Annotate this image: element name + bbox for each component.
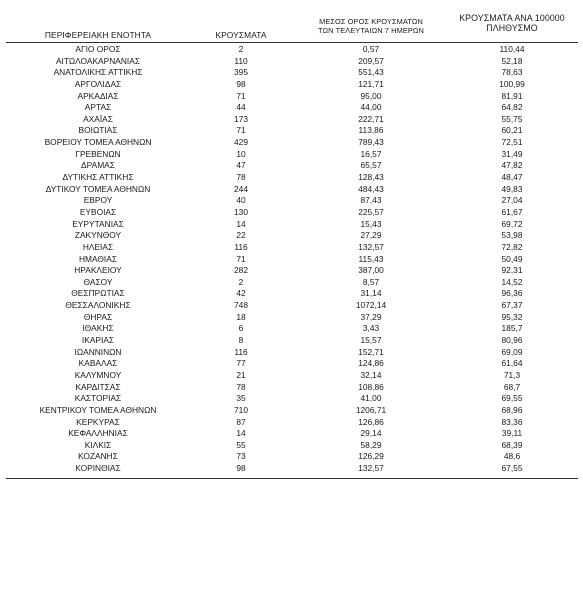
table-row	[6, 335, 578, 347]
cases-cell: 14	[236, 218, 246, 229]
cases-cell: 18	[236, 311, 246, 322]
cases-cell: 244	[234, 183, 248, 194]
cases-cell: 116	[234, 346, 248, 357]
header-cases-per-100k	[446, 13, 578, 33]
avg-cell: 95,00	[360, 90, 382, 101]
table-row	[6, 277, 578, 289]
cases-cell: 42	[236, 288, 246, 299]
per-100k-cell: 72,82	[501, 241, 523, 252]
table-row	[6, 463, 578, 475]
header-avg-line1: ΜΕΣΟΣ ΟΡΟΣ ΚΡΟΥΣΜΑΤΩΝ	[319, 17, 423, 26]
table-row	[6, 300, 578, 312]
per-100k-cell: 71,3	[503, 369, 521, 380]
table-row	[6, 417, 578, 429]
table-row	[6, 184, 578, 196]
cases-cell: 429	[234, 137, 248, 148]
table-row	[6, 265, 578, 277]
cases-cell: 55	[236, 439, 246, 450]
per-100k-cell: 69,72	[501, 218, 523, 229]
per-100k-cell: 68,7	[503, 381, 521, 392]
per-100k-cell: 60,21	[501, 125, 523, 136]
avg-cell: 789,43	[358, 137, 384, 148]
region-cell: ΚΑΡΔΙΤΣΑΣ	[75, 381, 121, 392]
cases-cell: 710	[234, 404, 248, 415]
cases-cell: 173	[234, 113, 248, 124]
table-row	[6, 323, 578, 335]
avg-cell: 121,71	[358, 78, 384, 89]
region-cell: ΔΥΤΙΚΗΣ ΑΤΤΙΚΗΣ	[62, 172, 134, 183]
table-row	[6, 125, 578, 137]
avg-cell: 225,57	[358, 206, 384, 217]
table-row	[6, 79, 578, 91]
avg-cell: 32,14	[360, 369, 382, 380]
cases-cell: 77	[236, 358, 246, 369]
region-cell: ΔΥΤΙΚΟΥ ΤΟΜΕΑ ΑΘΗΝΩΝ	[45, 183, 151, 194]
region-cell: ΚΕΝΤΡΙΚΟΥ ΤΟΜΕΑ ΑΘΗΝΩΝ	[39, 404, 157, 415]
avg-cell: 222,71	[358, 113, 384, 124]
per-100k-cell: 14,52	[501, 276, 523, 287]
table-row	[6, 219, 578, 231]
per-100k-cell: 100,99	[499, 78, 525, 89]
per-100k-cell: 47,82	[501, 160, 523, 171]
table-row	[6, 91, 578, 103]
region-cell: ΑΝΑΤΟΛΙΚΗΣ ΑΤΤΙΚΗΣ	[53, 67, 143, 78]
table-row	[6, 428, 578, 440]
avg-cell: 387,00	[358, 265, 384, 276]
cases-cell: 71	[236, 253, 246, 264]
per-100k-cell: 72,51	[501, 137, 523, 148]
avg-cell: 126,29	[358, 451, 384, 462]
per-100k-cell: 110,44	[499, 44, 525, 54]
per-100k-cell: 80,96	[501, 335, 523, 346]
per-100k-cell: 27,04	[501, 195, 523, 206]
avg-cell: 31,14	[360, 288, 382, 299]
avg-cell: 0,57	[362, 44, 380, 54]
per-100k-cell: 53,98	[501, 230, 523, 241]
avg-cell: 128,43	[358, 172, 384, 183]
per-100k-cell: 67,55	[501, 463, 523, 474]
per-100k-cell: 61,67	[501, 206, 523, 217]
region-cell: ΚΟΖΑΝΗΣ	[78, 451, 118, 462]
avg-cell: 108,86	[358, 381, 384, 392]
cases-cell: 98	[236, 463, 246, 474]
region-cell: ΑΡΚΑΔΙΑΣ	[77, 90, 119, 101]
region-cell: ΑΧΑΪΑΣ	[83, 113, 113, 124]
cases-cell: 87	[236, 416, 246, 427]
header-per-line1: ΚΡΟΥΣΜΑΤΑ ΑΝΑ 100000	[459, 13, 565, 23]
table-row	[6, 254, 578, 266]
cases-cell: 10	[236, 148, 246, 159]
table-row	[6, 67, 578, 79]
cases-cell: 40	[236, 195, 246, 206]
per-100k-cell: 49,83	[501, 183, 523, 194]
avg-cell: 132,57	[358, 463, 384, 474]
per-100k-cell: 67,37	[501, 300, 523, 311]
per-100k-cell: 81,91	[501, 90, 523, 101]
region-cell: ΑΙΤΩΛΟΑΚΑΡΝΑΝΙΑΣ	[55, 55, 141, 66]
avg-cell: 152,71	[358, 346, 384, 357]
avg-cell: 44,00	[360, 102, 382, 113]
table-row	[6, 56, 578, 68]
table-row	[6, 160, 578, 172]
per-100k-cell: 50,49	[501, 253, 523, 264]
region-cell: ΚΑΛΥΜΝΟΥ	[74, 369, 122, 380]
avg-cell: 41,00	[360, 393, 382, 404]
table-row	[6, 393, 578, 405]
avg-cell: 124,86	[358, 358, 384, 369]
table-row	[6, 102, 578, 114]
region-cell: ΚΕΡΚΥΡΑΣ	[76, 416, 120, 427]
per-100k-cell: 185,7	[501, 323, 523, 334]
table-row	[6, 207, 578, 219]
region-cell: ΒΟΡΕΙΟΥ ΤΟΜΕΑ ΑΘΗΝΩΝ	[44, 137, 152, 148]
region-cell: ΔΡΑΜΑΣ	[81, 160, 115, 171]
header-region: ΠΕΡΙΦΕΡΕΙΑΚΗ ΕΝΟΤΗΤΑ	[44, 30, 152, 40]
region-cell: ΑΡΓΟΛΙΔΑΣ	[74, 78, 122, 89]
cases-cell: 8	[238, 335, 244, 346]
table-row	[6, 370, 578, 382]
cases-cell: 282	[234, 265, 248, 276]
avg-cell: 209,57	[358, 55, 384, 66]
region-cell: ΙΩΑΝΝΙΝΩΝ	[74, 346, 122, 357]
cases-cell: 116	[234, 241, 248, 252]
per-100k-cell: 31,49	[501, 148, 523, 159]
per-100k-cell: 68,96	[501, 404, 523, 415]
table-row	[6, 382, 578, 394]
cases-cell: 2	[238, 276, 244, 287]
cases-cell: 71	[236, 125, 246, 136]
table-row	[6, 114, 578, 126]
region-cell: ΘΑΣΟΥ	[83, 276, 113, 287]
header-avg-7-days	[294, 17, 448, 35]
avg-cell: 27,29	[360, 230, 382, 241]
avg-cell: 484,43	[358, 183, 384, 194]
avg-cell: 15,43	[360, 218, 382, 229]
cases-cell: 78	[236, 172, 246, 183]
cases-cell: 395	[234, 67, 248, 78]
per-100k-cell: 83,36	[501, 416, 523, 427]
table-row	[6, 347, 578, 359]
avg-cell: 29,14	[360, 428, 382, 439]
cases-table	[6, 8, 578, 479]
table-row	[6, 451, 578, 463]
region-cell: ΚΑΒΑΛΑΣ	[78, 358, 118, 369]
bottom-rule	[6, 478, 578, 479]
table-row	[6, 440, 578, 452]
table-row	[6, 242, 578, 254]
avg-cell: 65,57	[360, 160, 382, 171]
table-row	[6, 405, 578, 417]
avg-cell: 1206,71	[355, 404, 387, 415]
region-cell: ΑΡΤΑΣ	[84, 102, 112, 113]
table-row	[6, 230, 578, 242]
table-row	[6, 288, 578, 300]
table-header	[6, 8, 578, 43]
cases-cell: 110	[234, 55, 248, 66]
region-cell: ΘΕΣΠΡΩΤΙΑΣ	[71, 288, 125, 299]
avg-cell: 551,43	[358, 67, 384, 78]
table-row	[6, 358, 578, 370]
per-100k-cell: 92,31	[501, 265, 523, 276]
per-100k-cell: 48,6	[503, 451, 521, 462]
cases-cell: 98	[236, 78, 246, 89]
region-cell: ΑΓΙΟ ΟΡΟΣ	[75, 44, 121, 54]
per-100k-cell: 95,32	[501, 311, 523, 322]
avg-cell: 115,43	[358, 253, 384, 264]
avg-cell: 126,86	[358, 416, 384, 427]
cases-cell: 47	[236, 160, 246, 171]
avg-cell: 3,43	[362, 323, 380, 334]
per-100k-cell: 52,18	[501, 55, 523, 66]
region-cell: ΗΡΑΚΛΕΙΟΥ	[74, 265, 122, 276]
avg-cell: 87,43	[360, 195, 382, 206]
region-cell: ΚΟΡΙΝΘΙΑΣ	[75, 463, 121, 474]
per-100k-cell: 55,75	[501, 113, 523, 124]
table-row	[6, 137, 578, 149]
avg-cell: 1072,14	[355, 300, 387, 311]
region-cell: ΖΑΚΥΝΘΟΥ	[74, 230, 122, 241]
header-avg-line2: ΤΩΝ ΤΕΛΕΥΤΑΙΩΝ 7 ΗΜΕΡΩΝ	[318, 26, 424, 35]
cases-cell: 2	[238, 44, 244, 54]
cases-cell: 130	[234, 206, 248, 217]
region-cell: ΕΒΡΟΥ	[83, 195, 113, 206]
region-cell: ΗΜΑΘΙΑΣ	[78, 253, 118, 264]
cases-cell: 44	[236, 102, 246, 113]
region-cell: ΙΘΑΚΗΣ	[82, 323, 114, 334]
table-row	[6, 149, 578, 161]
per-100k-cell: 39,11	[501, 428, 523, 439]
table-row	[6, 312, 578, 324]
cases-cell: 71	[236, 90, 246, 101]
region-cell: ΒΟΙΩΤΙΑΣ	[78, 125, 118, 136]
region-cell: ΚΙΛΚΙΣ	[84, 439, 112, 450]
cases-cell: 73	[236, 451, 246, 462]
per-100k-cell: 64,82	[501, 102, 523, 113]
table-body	[6, 44, 578, 475]
avg-cell: 58,29	[360, 439, 382, 450]
region-cell: ΘΗΡΑΣ	[83, 311, 113, 322]
cases-cell: 748	[234, 300, 248, 311]
avg-cell: 8,57	[362, 276, 380, 287]
avg-cell: 16,57	[360, 148, 382, 159]
table-row	[6, 172, 578, 184]
region-cell: ΚΕΦΑΛΛΗΝΙΑΣ	[68, 428, 128, 439]
per-100k-cell: 69,55	[501, 393, 523, 404]
cases-cell: 14	[236, 428, 246, 439]
avg-cell: 37,29	[360, 311, 382, 322]
region-cell: ΘΕΣΣΑΛΟΝΙΚΗΣ	[65, 300, 131, 311]
avg-cell: 113,86	[358, 125, 384, 136]
header-per-line2: ΠΛΗΘΥΣΜΟ	[486, 23, 538, 33]
per-100k-cell: 48,47	[501, 172, 523, 183]
region-cell: ΚΑΣΤΟΡΙΑΣ	[74, 393, 122, 404]
cases-cell: 21	[236, 369, 246, 380]
region-cell: ΕΥΒΟΙΑΣ	[79, 206, 117, 217]
region-cell: ΙΚΑΡΙΑΣ	[81, 335, 115, 346]
region-cell: ΕΥΡΥΤΑΝΙΑΣ	[72, 218, 124, 229]
region-cell: ΗΛΕΙΑΣ	[82, 241, 114, 252]
cases-cell: 78	[236, 381, 246, 392]
per-100k-cell: 96,36	[501, 288, 523, 299]
avg-cell: 15,57	[360, 335, 382, 346]
table-row	[6, 195, 578, 207]
per-100k-cell: 61,64	[501, 358, 523, 369]
cases-cell: 35	[236, 393, 246, 404]
cases-cell: 6	[238, 323, 244, 334]
cases-cell: 22	[236, 230, 246, 241]
region-cell: ΓΡΕΒΕΝΩΝ	[75, 148, 121, 159]
header-cases: ΚΡΟΥΣΜΑΤΑ	[215, 30, 267, 40]
per-100k-cell: 78,63	[501, 67, 523, 78]
per-100k-cell: 68,39	[501, 439, 523, 450]
table-row	[6, 44, 578, 56]
avg-cell: 132,57	[358, 241, 384, 252]
per-100k-cell: 69,09	[501, 346, 523, 357]
